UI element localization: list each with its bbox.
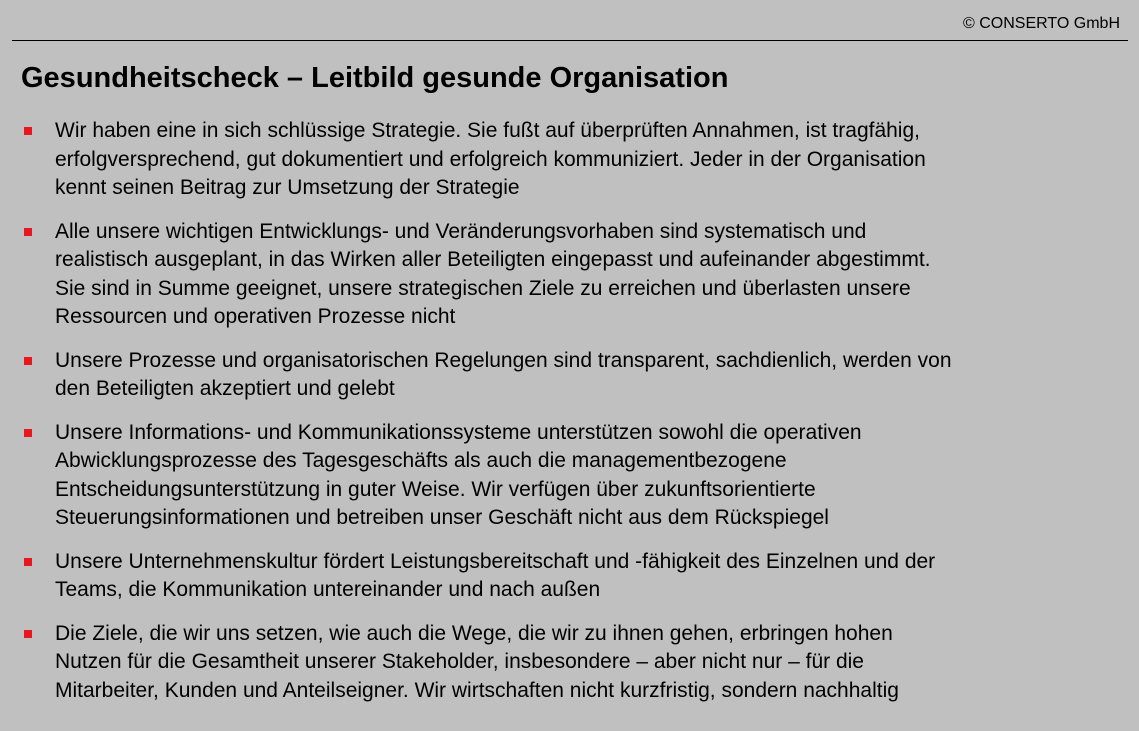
square-bullet-icon	[24, 357, 32, 365]
bullet-text-line: kennt seinen Beitrag zur Umsetzung der Strategie	[55, 176, 520, 199]
bullet-item-strategy	[22, 117, 1122, 203]
square-bullet-icon	[24, 429, 32, 437]
bullet-item-projects	[22, 218, 1122, 332]
bullet-text-line: Abwicklungsprozesse des Tagesgeschäfts als auch die managementbezogene	[55, 449, 787, 472]
bullet-text-line: erfolgversprechend, gut dokumentiert und erfolgreich kommuniziert. Jeder in der Organisation	[55, 147, 926, 171]
bullet-item-information-systems	[22, 419, 1122, 533]
bullet-text-line: Mitarbeiter, Kunden und Anteilseigner. Wir wirtschaften nicht kurzfristig, sondern nachhaltig	[55, 678, 899, 702]
bullet-text-line: Die Ziele, die wir uns setzen, wie auch die Wege, die wir zu ihnen gehen, erbringen hohen	[55, 621, 893, 645]
bullet-text-line: Sie sind in Summe geeignet, unsere strategischen Ziele zu erreichen und überlasten unsere	[55, 276, 911, 300]
bullet-text-line: Steuerungsinformationen und betreiben unser Geschäft nicht aus dem Rückspiegel	[55, 506, 829, 529]
bullet-text-line: realistisch ausgeplant, in das Wirken aller Beteiligten eingepasst und aufeinander abgestimmt.	[55, 248, 931, 271]
bullet-text-line: Ressourcen und operativen Prozesse nicht	[55, 305, 456, 328]
bullet-text-line: Unsere Unternehmenskultur fördert Leistungsbereitschaft und -fähigkeit des Einzelnen und der	[55, 549, 936, 573]
bullet-item-processes	[22, 347, 1122, 404]
square-bullet-icon	[24, 228, 32, 236]
square-bullet-icon	[24, 127, 32, 135]
bullet-text-line: Wir haben eine in sich schlüssige Strategie. Sie fußt auf überprüften Annahmen, ist tragfähig,	[55, 119, 920, 142]
slide-title: Gesundheitscheck – Leitbild gesunde Organisation	[21, 62, 729, 94]
bullet-text-line: Unsere Informations- und Kommunikationssysteme unterstützen sowohl die operativen	[55, 420, 862, 444]
bullet-text-line: Nutzen für die Gesamtheit unserer Stakeholder, insbesondere – aber nicht nur – für die	[55, 650, 864, 673]
copyright-label: © CONSERTO GmbH	[963, 15, 1120, 32]
bullet-item-goals	[22, 620, 1122, 706]
bullet-item-culture	[22, 548, 1122, 605]
bullet-text-line: Alle unsere wichtigen Entwicklungs- und Veränderungsvorhaben sind systematisch und	[55, 219, 867, 243]
square-bullet-icon	[24, 630, 32, 638]
header-divider	[12, 40, 1128, 41]
bullet-list	[22, 117, 1122, 720]
bullet-text-line: Teams, die Kommunikation untereinander und nach außen	[55, 578, 601, 601]
bullet-text-line: Entscheidungsunterstützung in guter Weise. Wir verfügen über zukunftsorientierte	[55, 477, 816, 501]
bullet-text-line: den Beteiligten akzeptiert und gelebt	[55, 377, 395, 400]
square-bullet-icon	[24, 558, 32, 566]
bullet-text-line: Unsere Prozesse und organisatorischen Regelungen sind transparent, sachdienlich, werden von	[55, 348, 952, 372]
